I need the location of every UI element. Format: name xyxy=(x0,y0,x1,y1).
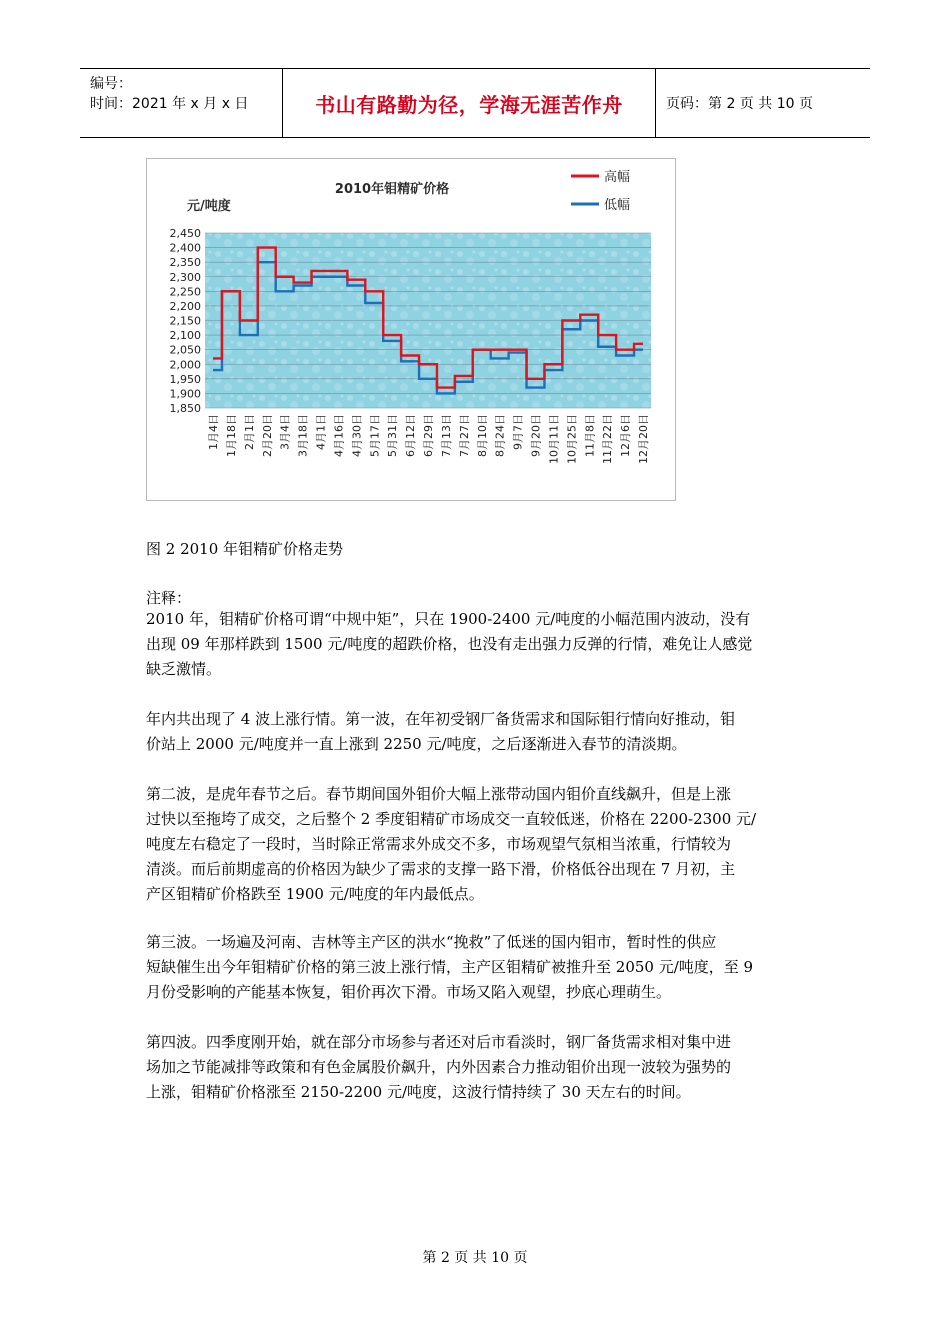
y-axis-label: 元/吨度 xyxy=(187,199,231,214)
y-tick-label: 2,200 xyxy=(169,299,201,313)
x-tick-label: 5月17日 xyxy=(368,414,382,457)
x-tick-label: 3月18日 xyxy=(296,414,310,457)
text-line: 价站上 2000 元/吨度并一直上涨到 2250 元/吨度，之后逐渐进入春节的清淡期。 xyxy=(146,735,687,753)
header-motto: 书山有路勤为径，学海无涯苦作舟 xyxy=(315,92,623,117)
y-tick-label: 2,350 xyxy=(169,256,201,270)
legend-label-high: 高幅 xyxy=(604,170,631,185)
x-tick-label: 10月11日 xyxy=(547,414,561,464)
x-tick-label: 10月25日 xyxy=(565,414,579,464)
notes-label: 注释： xyxy=(146,589,192,607)
x-tick-label: 8月24日 xyxy=(493,414,507,457)
y-tick-label: 2,100 xyxy=(169,329,201,343)
x-tick-label: 9月20日 xyxy=(529,414,543,457)
text-line: 第四波。四季度刚开始，就在部分市场参与者还对后市看淡时，钢厂备货需求相对集中进 xyxy=(146,1033,732,1051)
y-tick-label: 2,000 xyxy=(169,358,201,372)
doc-time-label: 时间：2021 年 x 月 x 日 xyxy=(90,96,249,112)
x-tick-label: 5月31日 xyxy=(386,414,400,457)
x-tick-label: 11月8日 xyxy=(583,414,597,457)
text-line: 第三波。一场遍及河南、吉林等主产区的洪水“挽救”了低迷的国内钼市，暂时性的供应 xyxy=(146,933,717,951)
y-tick-label: 2,300 xyxy=(169,270,201,284)
x-tick-label: 2月1日 xyxy=(242,414,256,450)
page-header xyxy=(80,68,870,138)
text-line: 缺乏激情。 xyxy=(146,660,222,678)
text-line: 短缺催生出今年钼精矿价格的第三波上涨行情，主产区钼精矿被推升至 2050 元/吨度，至 9 xyxy=(146,958,754,976)
x-tick-label: 12月20日 xyxy=(637,414,650,464)
chart-title: 2010年钼精矿价格 xyxy=(334,182,450,197)
notes-paragraph-2 xyxy=(146,707,808,757)
text-line: 年内共出现了 4 波上涨行情。第一波，在年初受钢厂备货需求和国际钼行情向好推动，钼 xyxy=(146,710,736,728)
x-tick-label: 6月29日 xyxy=(422,414,435,457)
y-tick-label: 2,150 xyxy=(169,314,201,328)
y-tick-label: 2,250 xyxy=(169,285,201,299)
x-tick-label: 8月10日 xyxy=(475,414,489,457)
x-tick-label: 3月4日 xyxy=(278,414,292,450)
text-line: 过快以至拖垮了成交，之后整个 2 季度钼精矿市场成交一直较低迷，价格在 2200-2300 元/ xyxy=(146,810,757,828)
notes-paragraph-3 xyxy=(146,782,808,907)
text-line: 2010 年，钼精矿价格可谓“中规中矩”，只在 1900-2400 元/吨度的小幅范围内波动，没有 xyxy=(146,610,751,628)
header-page-label: 页码：第 2 页 共 10 页 xyxy=(666,96,813,112)
x-tick-label: 12月6日 xyxy=(619,414,633,457)
page-footer: 第 2 页 共 10 页 xyxy=(422,1250,528,1266)
y-tick-label: 1,850 xyxy=(169,402,201,415)
x-tick-label: 7月13日 xyxy=(439,414,453,457)
legend-label-low: 低幅 xyxy=(604,198,631,213)
x-tick-label: 4月1日 xyxy=(314,414,328,450)
header-motto-cell xyxy=(282,69,656,137)
figure-caption: 图 2 2010 年钼精矿价格走势 xyxy=(146,540,344,558)
y-axis-ticks xyxy=(170,227,202,415)
x-tick-label: 6月12日 xyxy=(404,414,418,457)
y-tick-label: 2,050 xyxy=(169,343,201,357)
y-tick-label: 2,450 xyxy=(169,227,201,240)
price-chart xyxy=(146,158,676,501)
text-line: 出现 09 年那样跌到 1500 元/吨度的超跌价格，也没有走出强力反弹的行情，难免让人感觉 xyxy=(146,635,753,653)
x-tick-label: 1月4日 xyxy=(207,414,220,450)
x-tick-label: 4月30日 xyxy=(350,414,364,457)
text-line: 产区钼精矿价格跌至 1900 元/吨度的年内最低点。 xyxy=(146,885,484,903)
x-tick-label: 11月22日 xyxy=(601,414,615,464)
notes-paragraph-1 xyxy=(146,607,808,682)
text-line: 第二波，是虎年春节之后。春节期间国外钼价大幅上涨带动国内钼价直线飙升，但是上涨 xyxy=(146,785,732,803)
x-tick-label: 2月20日 xyxy=(260,414,274,457)
text-line: 清淡。而后前期虚高的价格因为缺少了需求的支撑一路下滑，价格低谷出现在 7 月初，主 xyxy=(146,860,736,878)
x-axis-ticks xyxy=(207,414,650,464)
x-tick-label: 9月7日 xyxy=(511,414,525,450)
x-tick-label: 4月16日 xyxy=(332,414,346,457)
x-tick-label: 1月18日 xyxy=(224,414,238,457)
header-meta xyxy=(80,69,282,137)
price-chart-svg xyxy=(147,159,675,500)
text-line: 月份受影响的产能基本恢复，钼价再次下滑。市场又陷入观望，抄底心理萌生。 xyxy=(146,983,672,1001)
y-tick-label: 2,400 xyxy=(169,241,201,255)
notes-paragraph-4 xyxy=(146,930,808,1005)
doc-number-label: 编号： xyxy=(90,76,132,92)
notes-paragraph-5 xyxy=(146,1030,808,1105)
text-line: 吨度左右稳定了一段时，当时除正常需求外成交不多，市场观望气氛相当浓重，行情较为 xyxy=(146,835,732,853)
text-line: 上涨，钼精矿价格涨至 2150-2200 元/吨度，这波行情持续了 30 天左右的时间。 xyxy=(146,1083,691,1101)
y-tick-label: 1,950 xyxy=(169,372,201,386)
y-tick-label: 1,900 xyxy=(169,387,201,401)
x-tick-label: 7月27日 xyxy=(457,414,471,457)
text-line: 场加之节能减排等政策和有色金属股价飙升，内外因素合力推动钼价出现一波较为强势的 xyxy=(146,1058,732,1076)
